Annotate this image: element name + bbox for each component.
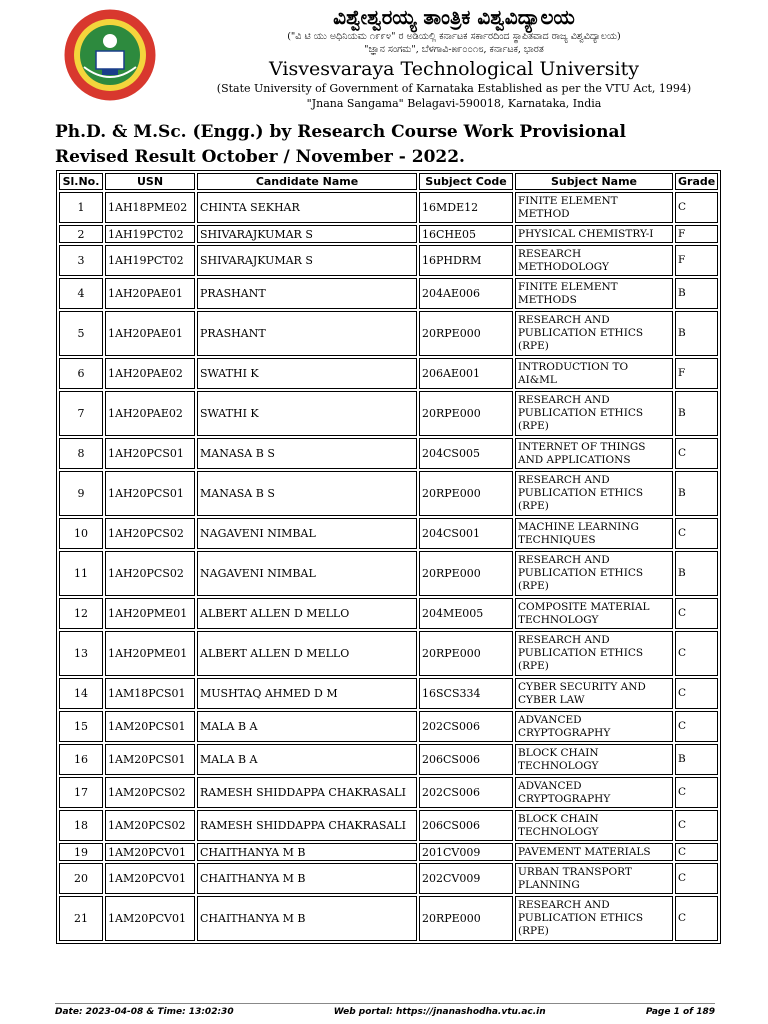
cell-grade: C xyxy=(675,678,718,709)
cell-subject-name: FINITE ELEMENT METHOD xyxy=(515,192,673,223)
cell-candidate-name: SHIVARAJKUMAR S xyxy=(197,225,417,243)
cell-sl-no: 16 xyxy=(59,744,103,775)
cell-subject-name: RESEARCH AND PUBLICATION ETHICS (RPE) xyxy=(515,631,673,676)
table-row xyxy=(59,358,718,389)
kannada-address: "ಜ್ಞಾನ ಸಂಗಮ", ಬೆಳಗಾವಿ-೫೯೦೦೧೮, ಕರ್ನಾಟಕ, ಭಾರತ xyxy=(364,44,544,55)
cell-usn: 1AM20PCV01 xyxy=(105,863,195,894)
cell-grade: C xyxy=(675,863,718,894)
cell-subject-name: BLOCK CHAIN TECHNOLOGY xyxy=(515,744,673,775)
cell-candidate-name: RAMESH SHIDDAPPA CHAKRASALI xyxy=(197,777,417,808)
cell-sl-no: 20 xyxy=(59,863,103,894)
table-row xyxy=(59,225,718,243)
cell-subject-name: FINITE ELEMENT METHODS xyxy=(515,278,673,309)
cell-sl-no: 5 xyxy=(59,311,103,356)
cell-sl-no: 21 xyxy=(59,896,103,941)
cell-usn: 1AM20PCS01 xyxy=(105,711,195,742)
cell-usn: 1AM18PCS01 xyxy=(105,678,195,709)
cell-usn: 1AH20PCS01 xyxy=(105,438,195,469)
table-header-row xyxy=(59,173,718,190)
header-sl-no: Sl.No. xyxy=(59,173,103,190)
cell-subject-name: MACHINE LEARNING TECHNIQUES xyxy=(515,518,673,549)
cell-grade: C xyxy=(675,518,718,549)
footer-divider xyxy=(55,1003,715,1004)
cell-subject-name: RESEARCH AND PUBLICATION ETHICS (RPE) xyxy=(515,896,673,941)
footer-datetime: Date: 2023-04-08 & Time: 13:02:30 xyxy=(55,1007,234,1017)
cell-grade: C xyxy=(675,777,718,808)
cell-sl-no: 13 xyxy=(59,631,103,676)
cell-subject-code: 20RPE000 xyxy=(419,391,513,436)
cell-candidate-name: CHAITHANYA M B xyxy=(197,843,417,861)
cell-subject-name: URBAN TRANSPORT PLANNING xyxy=(515,863,673,894)
cell-subject-name: ADVANCED CRYPTOGRAPHY xyxy=(515,711,673,742)
cell-candidate-name: SWATHI K xyxy=(197,391,417,436)
table-row xyxy=(59,711,718,742)
cell-sl-no: 9 xyxy=(59,471,103,516)
cell-subject-name: CYBER SECURITY AND CYBER LAW xyxy=(515,678,673,709)
cell-candidate-name: SWATHI K xyxy=(197,358,417,389)
cell-grade: B xyxy=(675,471,718,516)
cell-subject-code: 202CS006 xyxy=(419,711,513,742)
cell-usn: 1AH20PAE02 xyxy=(105,358,195,389)
cell-sl-no: 4 xyxy=(59,278,103,309)
kannada-subtitle: ("ವಿ ಟಿ ಯು ಅಧಿನಿಯಮ ೧೯೯೪" ರ ಅಡಿಯಲ್ಲಿ ಕರ್ನಾಟಕ ಸರ್ಕಾರದಿಂದ ಸ್ಥಾಪಿತವಾದ ರಾಜ್ಯ ವಿಶ್ವವಿದ್ಯಾಲಯ) xyxy=(287,31,621,42)
cell-sl-no: 12 xyxy=(59,598,103,629)
cell-candidate-name: MANASA B S xyxy=(197,438,417,469)
cell-candidate-name: RAMESH SHIDDAPPA CHAKRASALI xyxy=(197,810,417,841)
cell-sl-no: 2 xyxy=(59,225,103,243)
table-row xyxy=(59,471,718,516)
cell-subject-code: 20RPE000 xyxy=(419,551,513,596)
cell-subject-name: ADVANCED CRYPTOGRAPHY xyxy=(515,777,673,808)
cell-grade: F xyxy=(675,245,718,276)
cell-subject-name: PHYSICAL CHEMISTRY-I xyxy=(515,225,673,243)
cell-sl-no: 3 xyxy=(59,245,103,276)
cell-subject-code: 16PHDRM xyxy=(419,245,513,276)
cell-sl-no: 8 xyxy=(59,438,103,469)
cell-subject-name: RESEARCH AND PUBLICATION ETHICS (RPE) xyxy=(515,551,673,596)
header-subject-code: Subject Code xyxy=(419,173,513,190)
cell-candidate-name: CHAITHANYA M B xyxy=(197,896,417,941)
cell-grade: C xyxy=(675,810,718,841)
cell-subject-name: COMPOSITE MATERIAL TECHNOLOGY xyxy=(515,598,673,629)
table-row xyxy=(59,810,718,841)
cell-candidate-name: ALBERT ALLEN D MELLO xyxy=(197,631,417,676)
cell-subject-code: 204CS001 xyxy=(419,518,513,549)
cell-subject-code: 20RPE000 xyxy=(419,896,513,941)
table-row xyxy=(59,744,718,775)
header-usn: USN xyxy=(105,173,195,190)
cell-grade: B xyxy=(675,744,718,775)
cell-subject-code: 206CS006 xyxy=(419,810,513,841)
cell-sl-no: 1 xyxy=(59,192,103,223)
table-row xyxy=(59,896,718,941)
cell-candidate-name: MUSHTAQ AHMED D M xyxy=(197,678,417,709)
table-row xyxy=(59,863,718,894)
cell-sl-no: 7 xyxy=(59,391,103,436)
cell-grade: C xyxy=(675,896,718,941)
cell-sl-no: 17 xyxy=(59,777,103,808)
cell-sl-no: 19 xyxy=(59,843,103,861)
cell-usn: 1AH20PAE01 xyxy=(105,311,195,356)
cell-sl-no: 15 xyxy=(59,711,103,742)
cell-subject-code: 206AE001 xyxy=(419,358,513,389)
cell-candidate-name: MANASA B S xyxy=(197,471,417,516)
cell-subject-name: RESEARCH AND PUBLICATION ETHICS (RPE) xyxy=(515,471,673,516)
cell-sl-no: 6 xyxy=(59,358,103,389)
cell-usn: 1AM20PCV01 xyxy=(105,843,195,861)
cell-grade: B xyxy=(675,391,718,436)
cell-grade: B xyxy=(675,311,718,356)
cell-usn: 1AH20PCS01 xyxy=(105,471,195,516)
document-header xyxy=(0,0,768,118)
cell-candidate-name: PRASHANT xyxy=(197,278,417,309)
cell-grade: F xyxy=(675,225,718,243)
cell-usn: 1AH20PCS02 xyxy=(105,551,195,596)
table-row xyxy=(59,843,718,861)
results-table xyxy=(56,170,721,944)
table-row xyxy=(59,678,718,709)
cell-grade: C xyxy=(675,438,718,469)
cell-usn: 1AH18PME02 xyxy=(105,192,195,223)
english-title: Visvesvaraya Technological University xyxy=(269,58,639,80)
cell-subject-code: 20RPE000 xyxy=(419,311,513,356)
cell-usn: 1AM20PCS02 xyxy=(105,810,195,841)
title-line-1: Ph.D. & M.Sc. (Engg.) by Research Course Work Provisional xyxy=(55,122,626,142)
cell-usn: 1AH20PAE02 xyxy=(105,391,195,436)
footer-page-number: Page 1 of 189 xyxy=(645,1007,715,1017)
cell-subject-code: 204CS005 xyxy=(419,438,513,469)
cell-candidate-name: CHINTA SEKHAR xyxy=(197,192,417,223)
cell-subject-code: 204ME005 xyxy=(419,598,513,629)
cell-usn: 1AH20PME01 xyxy=(105,598,195,629)
cell-subject-name: INTERNET OF THINGS AND APPLICATIONS xyxy=(515,438,673,469)
cell-usn: 1AH19PCT02 xyxy=(105,245,195,276)
cell-candidate-name: NAGAVENI NIMBAL xyxy=(197,551,417,596)
cell-grade: C xyxy=(675,192,718,223)
cell-sl-no: 10 xyxy=(59,518,103,549)
cell-candidate-name: MALA B A xyxy=(197,711,417,742)
cell-usn: 1AM20PCS02 xyxy=(105,777,195,808)
title-line-2: Revised Result October / November - 2022. xyxy=(55,147,465,167)
cell-usn: 1AM20PCV01 xyxy=(105,896,195,941)
cell-sl-no: 14 xyxy=(59,678,103,709)
cell-grade: C xyxy=(675,631,718,676)
cell-grade: B xyxy=(675,278,718,309)
cell-candidate-name: CHAITHANYA M B xyxy=(197,863,417,894)
page-footer xyxy=(55,1003,715,1017)
table-row xyxy=(59,192,718,223)
cell-subject-code: 202CV009 xyxy=(419,863,513,894)
cell-subject-name: RESEARCH AND PUBLICATION ETHICS (RPE) xyxy=(515,391,673,436)
cell-subject-code: 201CV009 xyxy=(419,843,513,861)
cell-usn: 1AH20PAE01 xyxy=(105,278,195,309)
header-candidate-name: Candidate Name xyxy=(197,173,417,190)
cell-subject-code: 16MDE12 xyxy=(419,192,513,223)
cell-subject-name: RESEARCH AND PUBLICATION ETHICS (RPE) xyxy=(515,311,673,356)
cell-usn: 1AH20PME01 xyxy=(105,631,195,676)
cell-grade: C xyxy=(675,598,718,629)
header-grade: Grade xyxy=(675,173,718,190)
cell-candidate-name: PRASHANT xyxy=(197,311,417,356)
cell-subject-code: 20RPE000 xyxy=(419,471,513,516)
table-row xyxy=(59,551,718,596)
table-body xyxy=(59,192,718,941)
cell-subject-code: 202CS006 xyxy=(419,777,513,808)
cell-grade: F xyxy=(675,358,718,389)
cell-usn: 1AH19PCT02 xyxy=(105,225,195,243)
cell-subject-name: PAVEMENT MATERIALS xyxy=(515,843,673,861)
english-address: "Jnana Sangama" Belagavi-590018, Karnataka, India xyxy=(306,97,602,110)
header-subject-name: Subject Name xyxy=(515,173,673,190)
cell-candidate-name: NAGAVENI NIMBAL xyxy=(197,518,417,549)
cell-usn: 1AH20PCS02 xyxy=(105,518,195,549)
cell-sl-no: 18 xyxy=(59,810,103,841)
footer-web-portal: Web portal: https://jnanashodha.vtu.ac.in xyxy=(333,1007,546,1017)
table-row xyxy=(59,391,718,436)
cell-subject-code: 16CHE05 xyxy=(419,225,513,243)
table-row xyxy=(59,631,718,676)
table-row xyxy=(59,278,718,309)
cell-grade: C xyxy=(675,843,718,861)
cell-subject-name: INTRODUCTION TO AI&ML xyxy=(515,358,673,389)
table-row xyxy=(59,518,718,549)
cell-candidate-name: SHIVARAJKUMAR S xyxy=(197,245,417,276)
cell-subject-name: BLOCK CHAIN TECHNOLOGY xyxy=(515,810,673,841)
table-row xyxy=(59,777,718,808)
table-row xyxy=(59,438,718,469)
kannada-title: ವಿಶ್ವೇಶ್ವರಯ್ಯ ತಾಂತ್ರಿಕ ವಿಶ್ವವಿದ್ಯಾಲಯ xyxy=(333,5,575,29)
english-subtitle: (State University of Government of Karnataka Established as per the VTU Act, 1994) xyxy=(216,82,692,95)
table-row xyxy=(59,311,718,356)
cell-subject-code: 206CS006 xyxy=(419,744,513,775)
cell-sl-no: 11 xyxy=(59,551,103,596)
cell-candidate-name: MALA B A xyxy=(197,744,417,775)
document-title xyxy=(55,120,755,170)
cell-grade: C xyxy=(675,711,718,742)
cell-grade: B xyxy=(675,551,718,596)
cell-subject-code: 16SCS334 xyxy=(419,678,513,709)
cell-subject-name: RESEARCH METHODOLOGY xyxy=(515,245,673,276)
university-logo xyxy=(62,7,158,103)
cell-usn: 1AM20PCS01 xyxy=(105,744,195,775)
cell-subject-code: 204AE006 xyxy=(419,278,513,309)
cell-candidate-name: ALBERT ALLEN D MELLO xyxy=(197,598,417,629)
table-row xyxy=(59,598,718,629)
table-row xyxy=(59,245,718,276)
cell-subject-code: 20RPE000 xyxy=(419,631,513,676)
